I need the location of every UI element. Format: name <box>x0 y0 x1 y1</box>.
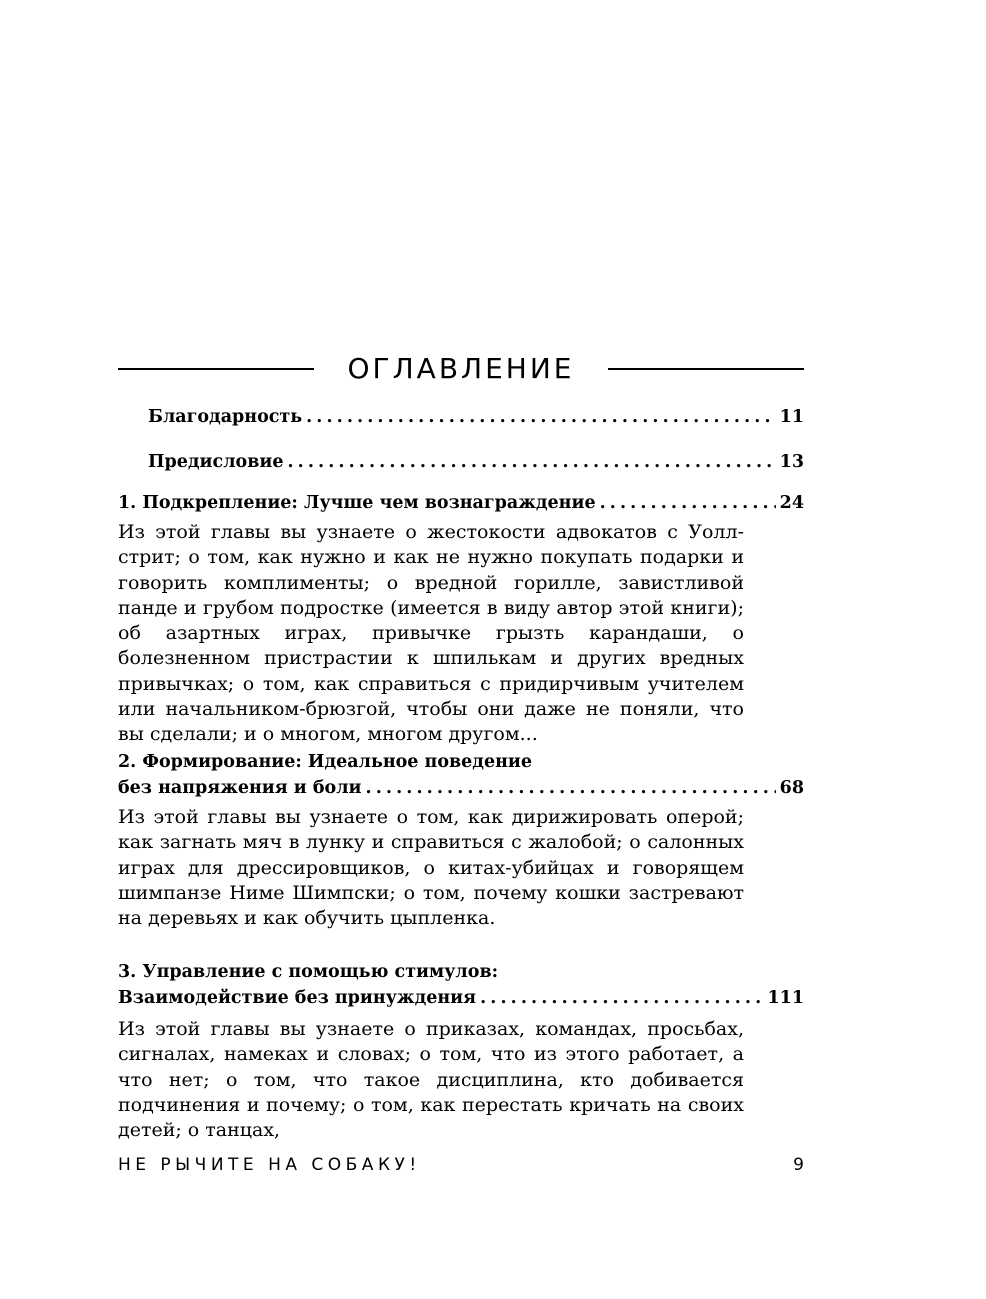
toc-entry-title: Взаимодействие без принуждения <box>118 988 477 1008</box>
toc-entry-chapter-3[interactable] <box>118 986 804 1010</box>
toc-entry-chapter-1[interactable] <box>118 491 804 515</box>
toc-entry-page: 24 <box>779 493 804 513</box>
page-title: ОГЛАВЛЕНИЕ <box>347 352 575 385</box>
toc-entry-title: Благодарность <box>148 407 303 427</box>
toc-entry-page: 68 <box>779 778 804 798</box>
dot-leader <box>600 491 776 515</box>
toc-heading-row <box>118 350 804 390</box>
chapter-1-description: Из этой главы вы узнаете о жестокости адвокатов с Уолл-стрит; о том, как нужно и как не нужно покупать подарки и говорить комплименты; о вредной горилле, завистливой панде и грубом подростке (имеется в виду автор этой книги); об азартных играх, привычке грызть карандаши, о болезненном пристрастии к шпилькам и других вредных привычках; о том, как справиться с придирчивым учителем или начальником-брюзгой, чтобы они даже не поняли, что вы сделали; и о многом, многом другом... <box>118 521 744 746</box>
running-footer-book-title: НЕ РЫЧИТЕ НА СОБАКУ! <box>118 1155 421 1175</box>
heading-rule-right <box>608 368 804 370</box>
toc-entry-title: без напряжения и боли <box>118 778 362 798</box>
dot-leader <box>287 450 775 474</box>
toc-entry-chapter-2[interactable] <box>118 776 804 800</box>
toc-entry-acknowledgements[interactable] <box>148 405 804 429</box>
dot-leader <box>306 405 776 429</box>
toc-entry-page: 13 <box>779 452 804 472</box>
toc-entry-title: 1. Подкрепление: Лучше чем вознаграждение <box>118 493 596 513</box>
chapter-2-description: Из этой главы вы узнаете о том, как дирижировать оперой; как загнать мяч в лунку и справиться с жалобой; о салонных играх для дрессировщиков, о китах-убийцах и говорящем шимпанзе Ниме Шимпски; о том, почему кошки застревают на деревьях и как обучить цыпленка. <box>118 806 744 930</box>
toc-entry-chapter-3-title-line1[interactable]: 3. Управление с помощью стимулов: <box>118 962 499 982</box>
dot-leader <box>366 776 776 800</box>
toc-entry-preface[interactable] <box>148 450 804 474</box>
toc-entry-chapter-2-title-line1[interactable]: 2. Формирование: Идеальное поведение <box>118 752 533 772</box>
toc-entry-page: 11 <box>779 407 804 427</box>
chapter-3-description: Из этой главы вы узнаете о приказах, командах, просьбах, сигналах, намеках и словах; о том, что из этого работает, а что нет; о том, что такое дисциплина, кто добивается подчинения и почему; о том, как перестать кричать на своих детей; о танцах, <box>118 1018 744 1142</box>
toc-entry-title: Предисловие <box>148 452 284 472</box>
dot-leader <box>480 986 763 1010</box>
page-number: 9 <box>793 1155 804 1175</box>
toc-entry-page: 111 <box>767 988 804 1008</box>
